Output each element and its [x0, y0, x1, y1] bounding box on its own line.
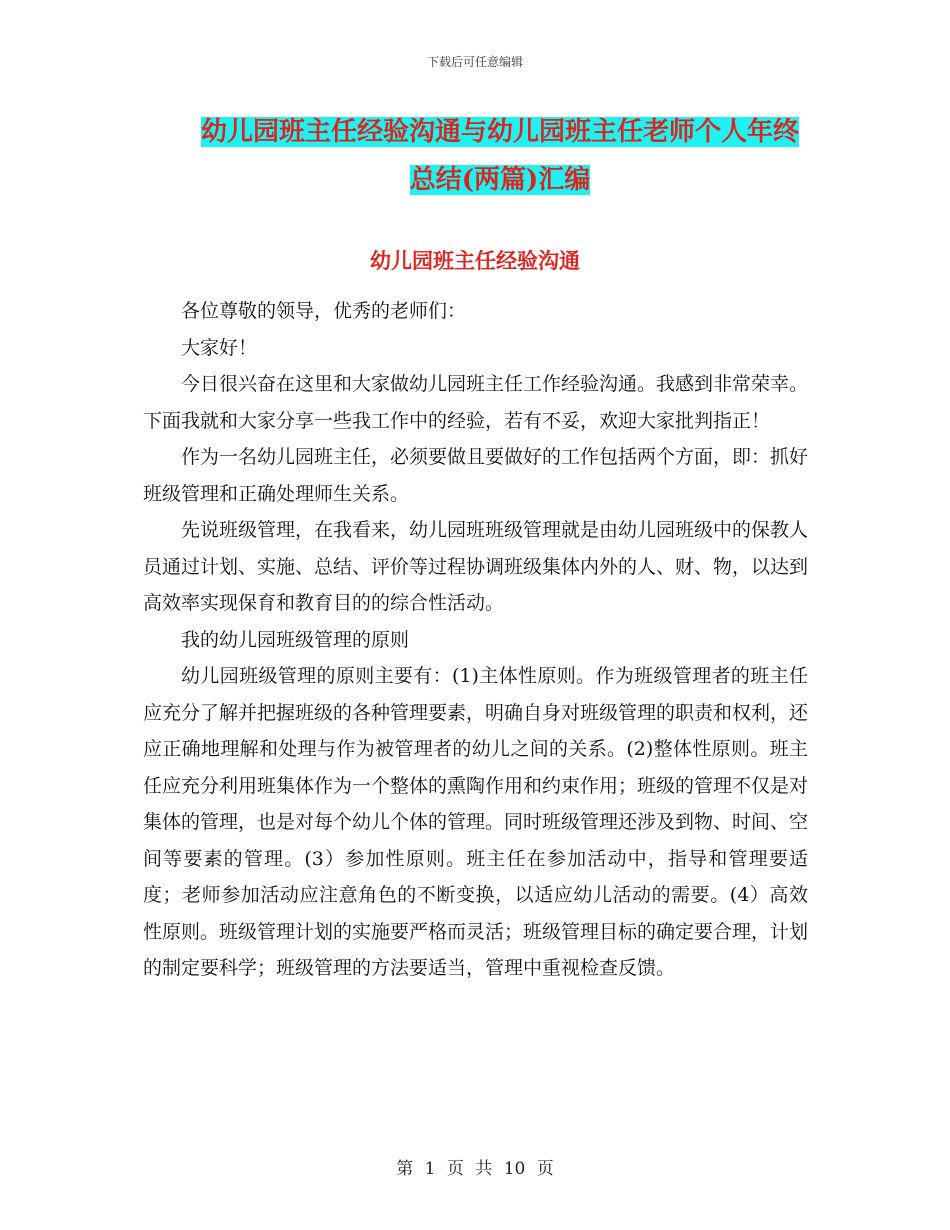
header-note: 下载后可任意编辑 [426, 55, 523, 69]
document-title-line-2: 总结(两篇)汇编 [409, 165, 591, 195]
document-title-line-1: 幼儿园班主任经验沟通与幼儿园班主任老师个人年终 [200, 117, 799, 147]
section-title: 幼儿园班主任经验沟通 [370, 248, 580, 273]
paragraph-class-management: 先说班级管理，在我看来，幼儿园班班级管理就是由幼儿园班级中的保教人员通过计划、实施、总结、评价等过程协调班级集体内外的人、财、物，以达到高效率实现保育和教育目的的综合性活动。 [143, 519, 809, 614]
document-body [143, 293, 808, 987]
paragraph-intro: 今日很兴奋在这里和大家做幼儿园班主任工作经验沟通。我感到非常荣幸。下面我就和大家分享一些我工作中的经验，若有不妥，欢迎大家批判指正！ [143, 373, 809, 432]
paragraph-principles: 幼儿园班级管理的原则主要有：(1)主体性原则。作为班级管理者的班主任应充分了解并把握班级的各种管理要素，明确自身对班级管理的职责和权利，还应正确地理解和处理与作为被管理者的幼儿之间的关系。(2)整体性原则。班主任应充分利用班集体作为一个整体的熏陶作用和约束作用；班级的管理不仅是对集体的管理，也是对每个幼儿个体的管理。同时班级管理还涉及到物、时间、空间等要素的管理。(3）参加性原则。班主任在参加活动中，指导和管理要适度；老师参加活动应注意角色的不断变换，以适应幼儿活动的需要。(4）高效性原则。班级管理计划的实施要严格而灵活；班级管理目标的确定要合理，计划的制定要科学；班级管理的方法要适当，管理中重视检查反馈。 [143, 665, 809, 979]
document-title [190, 108, 810, 204]
paragraph-hello: 大家好！ [181, 336, 258, 359]
paragraph-two-aspects: 作为一名幼儿园班主任，必须要做且要做好的工作包括两个方面，即：抓好班级管理和正确处理师生关系。 [143, 446, 809, 505]
page-footer: 第 1 页 共 10 页 [396, 1159, 554, 1179]
paragraph-principles-heading: 我的幼儿园班级管理的原则 [181, 628, 410, 651]
paragraph-greeting: 各位尊敬的领导，优秀的老师们： [181, 300, 467, 322]
